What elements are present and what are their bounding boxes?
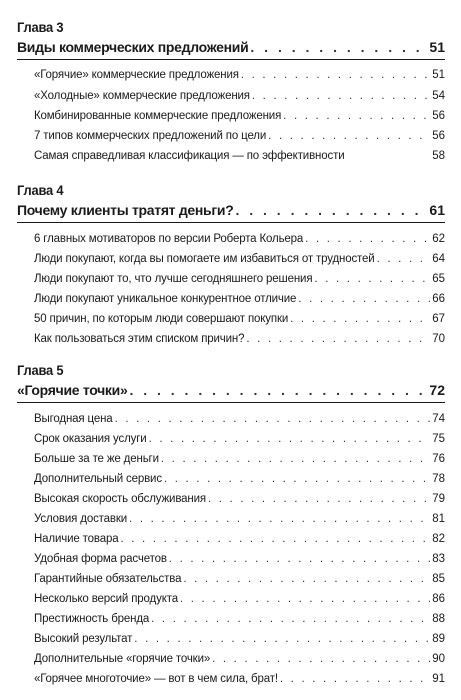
- chapter-divider: [17, 222, 445, 223]
- dot-leader: [252, 89, 430, 103]
- toc-entry[interactable]: [34, 412, 445, 426]
- toc-entry-text: Наличие товара: [34, 533, 119, 545]
- toc-entry[interactable]: [34, 312, 445, 326]
- toc-entry-page: 64: [432, 253, 445, 265]
- toc-entry-page: 66: [432, 293, 445, 305]
- toc-entry[interactable]: [34, 292, 445, 306]
- toc-entry[interactable]: [34, 68, 445, 82]
- dot-leader: [129, 381, 427, 399]
- toc-entry-text: 6 главных мотиваторов по версии Роберта Кольера: [34, 233, 304, 245]
- dot-leader: [305, 232, 430, 246]
- toc-entry[interactable]: [34, 332, 445, 346]
- toc-entry-page: 67: [432, 313, 445, 325]
- dot-leader: [164, 472, 430, 486]
- toc-entry-text: Условия доставки: [34, 513, 128, 525]
- toc-entry[interactable]: [34, 149, 445, 163]
- toc-entry-text: Люди покупают то, что лучше сегодняшнего решения: [34, 273, 313, 285]
- dot-leader: [149, 432, 431, 446]
- toc-entry[interactable]: [34, 532, 445, 546]
- chapter-divider: [17, 402, 445, 403]
- toc-entry[interactable]: [34, 129, 445, 143]
- chapter-title: Виды коммерческих предложений: [17, 39, 249, 55]
- chapter-label: Глава 4: [17, 182, 64, 198]
- chapter-title: Почему клиенты тратят деньги?: [17, 202, 234, 218]
- toc-entry-text: Высокий результат: [34, 633, 133, 645]
- toc-entry-page: 58: [432, 150, 445, 162]
- dot-leader: [290, 312, 430, 326]
- toc-entry-page: 65: [432, 273, 445, 285]
- chapter-page-number: 72: [429, 382, 445, 398]
- toc-entry-text: 50 причин, по которым люди совершают покупки: [34, 313, 289, 325]
- chapter-page-number: 61: [429, 202, 445, 218]
- toc-entry-page: 85: [432, 573, 445, 585]
- toc-entry-page: 82: [432, 533, 445, 545]
- toc-entry-text: Комбинированные коммерческие предложения: [34, 110, 282, 122]
- toc-entry-text: Дополнительный сервис: [34, 473, 162, 485]
- dot-leader: [283, 109, 430, 123]
- toc-entry[interactable]: [34, 512, 445, 526]
- toc-entry[interactable]: [34, 672, 445, 686]
- toc-entry-page: 56: [432, 110, 445, 122]
- toc-entry-text: Люди покупают, когда вы помогаете им избавиться от трудностей: [34, 253, 375, 265]
- dot-leader: [169, 552, 430, 566]
- toc-entry[interactable]: [34, 432, 445, 446]
- toc-entry[interactable]: [34, 252, 445, 266]
- toc-entry[interactable]: [34, 472, 445, 486]
- chapter-label: Глава 5: [17, 362, 64, 378]
- dot-leader: [115, 412, 431, 426]
- dot-leader: [241, 68, 430, 82]
- toc-entry-text: Престижность бренда: [34, 613, 150, 625]
- toc-entry-page: 70: [432, 333, 445, 345]
- toc-entry-text: Больше за те же деньги: [34, 453, 159, 465]
- dot-leader: [298, 292, 430, 306]
- dot-leader: [250, 38, 427, 56]
- toc-entry-text: «Горячие» коммерческие предложения: [34, 69, 239, 81]
- toc-entry[interactable]: [34, 552, 445, 566]
- toc-entry[interactable]: [34, 232, 445, 246]
- toc-entry-page: 56: [432, 130, 445, 142]
- dot-leader: [280, 672, 430, 686]
- dot-leader: [134, 632, 430, 646]
- toc-entry-text: Выгодная цена: [34, 413, 113, 425]
- toc-entry[interactable]: [34, 109, 445, 123]
- dot-leader: [129, 512, 430, 526]
- toc-entry[interactable]: [34, 272, 445, 286]
- toc-entry-page: 81: [432, 513, 445, 525]
- toc-entry-page: 75: [432, 433, 445, 445]
- chapter-divider: [17, 59, 445, 60]
- toc-entry[interactable]: [34, 492, 445, 506]
- toc-entry-page: 51: [432, 69, 445, 81]
- dot-leader: [151, 612, 430, 626]
- toc-entry-page: 74: [432, 413, 445, 425]
- dot-leader: [183, 572, 430, 586]
- toc-entry-text: 7 типов коммерческих предложений по цели: [34, 130, 267, 142]
- chapter-title: «Горячие точки»: [17, 382, 128, 398]
- toc-entry-page: 89: [432, 633, 445, 645]
- toc-entry-page: 79: [432, 493, 445, 505]
- toc-entry-page: 90: [432, 653, 445, 665]
- dot-leader: [314, 272, 430, 286]
- toc-entry[interactable]: [34, 652, 445, 666]
- toc-entry-page: 54: [432, 90, 445, 102]
- toc-entry-page: 83: [432, 553, 445, 565]
- toc-entry-page: 62: [432, 233, 445, 245]
- dot-leader: [161, 452, 430, 466]
- toc-entry-text: Несколько версий продукта: [34, 593, 178, 605]
- toc-entry[interactable]: [34, 612, 445, 626]
- toc-entry-text: Самая справедливая классификация — по эффективности: [34, 150, 345, 162]
- toc-entry-text: Срок оказания услуги: [34, 433, 147, 445]
- toc-entry-text: «Горячее многоточие» — вот в чем сила, брат!: [34, 673, 278, 685]
- toc-entry-text: «Холодные» коммерческие предложения: [34, 90, 250, 102]
- toc-entry-page: 86: [432, 593, 445, 605]
- toc-entry-page: 91: [432, 673, 445, 685]
- dot-leader: [120, 532, 430, 546]
- dot-leader: [212, 652, 430, 666]
- toc-entry[interactable]: [34, 592, 445, 606]
- dot-leader: [235, 201, 427, 219]
- toc-entry-text: Дополнительные «горячие точки»: [34, 653, 211, 665]
- chapter-title-row[interactable]: [17, 201, 445, 219]
- toc-entry-page: 88: [432, 613, 445, 625]
- dot-leader: [268, 129, 430, 143]
- toc-entry-text: Гарантийные обязательства: [34, 573, 182, 585]
- toc-entry[interactable]: [34, 632, 445, 646]
- chapter-label: Глава 3: [17, 19, 64, 35]
- dot-leader: [377, 252, 431, 266]
- toc-entry-text: Высокая скорость обслуживания: [34, 493, 206, 505]
- toc-entry-text: Люди покупают уникальное конкурентное отличие: [34, 293, 297, 305]
- toc-entry[interactable]: [34, 452, 445, 466]
- dot-leader: [246, 332, 430, 346]
- chapter-page-number: 51: [429, 39, 445, 55]
- toc-entry-page: 78: [432, 473, 445, 485]
- dot-leader: [180, 592, 430, 606]
- toc-entry-text: Как пользоваться этим списком причин?: [34, 333, 245, 345]
- toc-entry-page: 76: [432, 453, 445, 465]
- chapter-title-row[interactable]: [17, 381, 445, 399]
- toc-entry[interactable]: [34, 89, 445, 103]
- chapter-title-row[interactable]: [17, 38, 445, 56]
- dot-leader: [208, 492, 430, 506]
- toc-entry[interactable]: [34, 572, 445, 586]
- toc-entry-text: Удобная форма расчетов: [34, 553, 167, 565]
